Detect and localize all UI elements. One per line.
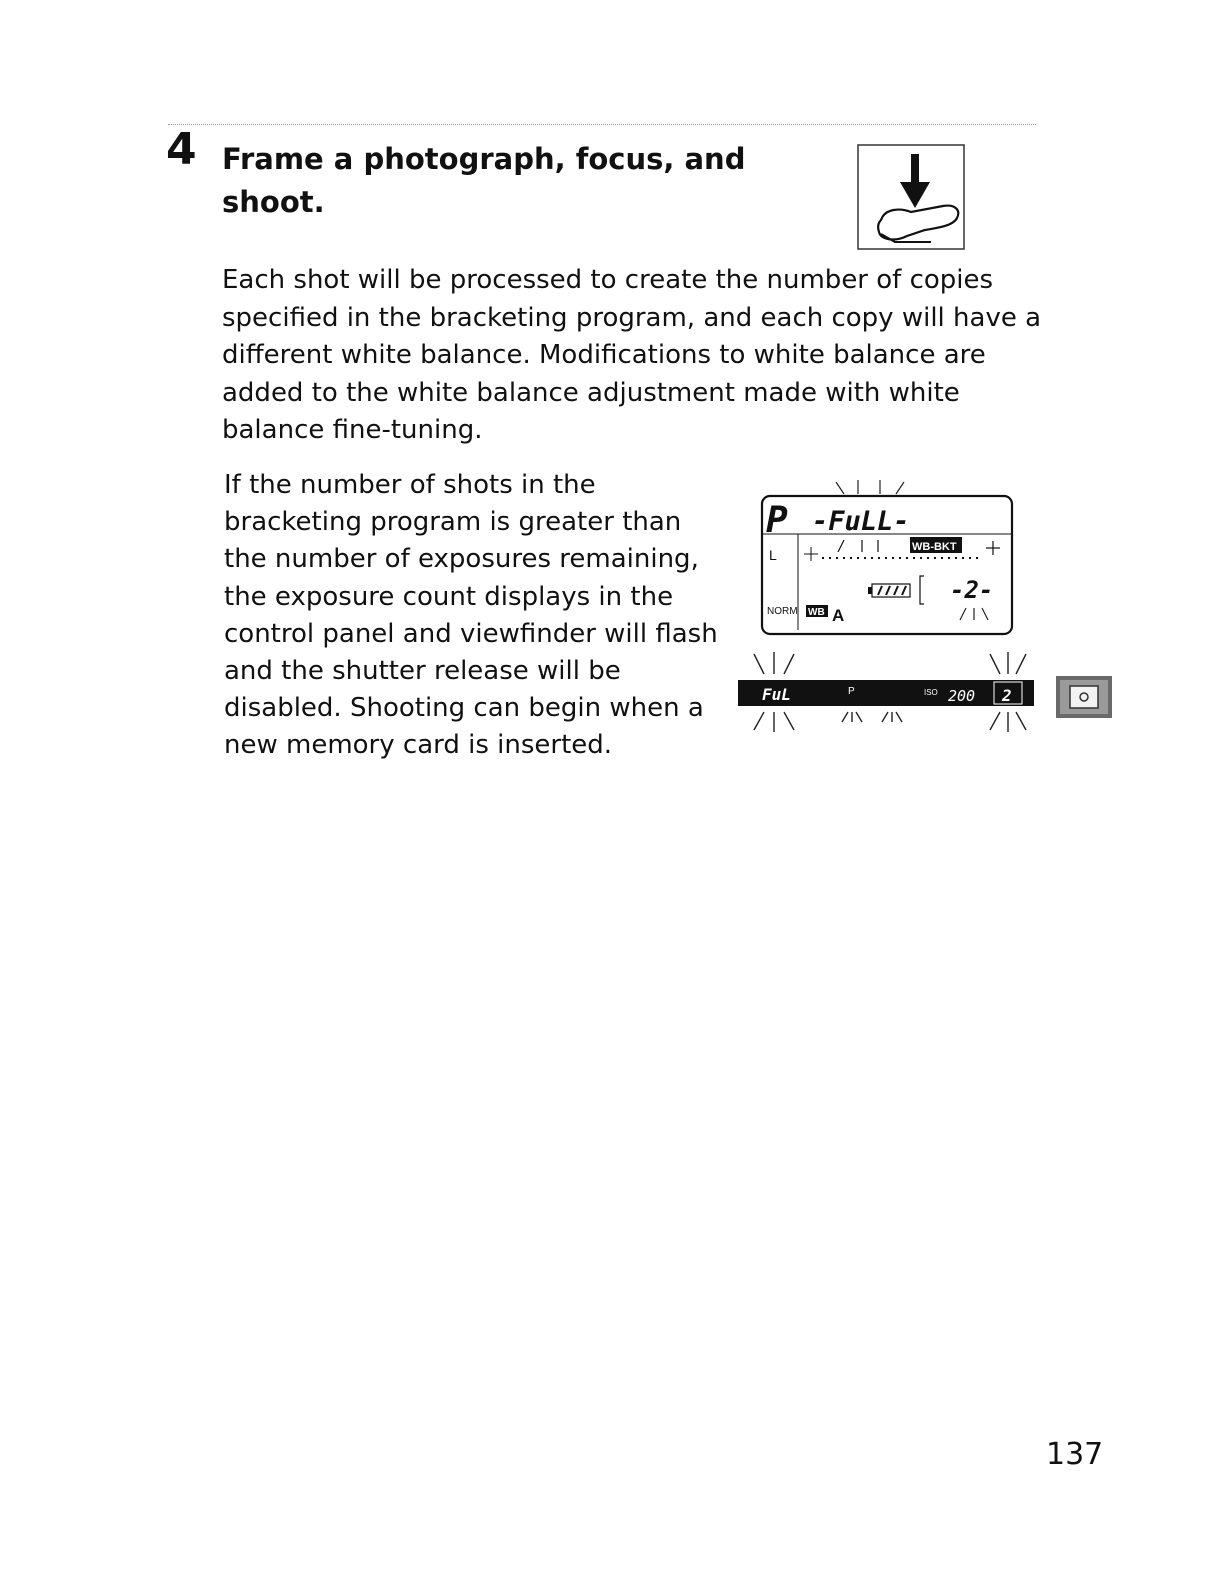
- shutter-press-icon: [857, 144, 965, 250]
- step-number: 4: [166, 124, 197, 175]
- control-panel-illustration: [760, 480, 1016, 640]
- paragraph-exposure-warning: If the number of shots in the bracketing program is greater than the number of exposures remaining, the exposure count displays in the control panel and viewfinder will flash and the shutter release will be disabled. Shooting can begin when a new memory card is inserted.: [224, 470, 718, 761]
- lcd-wb-mode: A: [832, 606, 845, 625]
- page-number: 137: [1046, 1437, 1104, 1472]
- lcd-quality: NORM: [767, 606, 798, 617]
- lcd-mode: P: [766, 500, 788, 541]
- vf-full-text: FuL: [762, 685, 791, 704]
- lcd-full-text: -FuLL-: [812, 506, 910, 537]
- vf-iso-value: 200: [948, 687, 976, 705]
- viewfinder-display-illustration: [736, 650, 1036, 734]
- lcd-exposure-count: -2-: [950, 576, 994, 604]
- top-rule: [168, 124, 1036, 125]
- vf-exposure-count: 2: [1002, 686, 1012, 705]
- step-title: Frame a photograph, focus, and shoot.: [222, 142, 746, 219]
- vf-mode: P: [848, 686, 855, 697]
- lcd-wb-badge: WB: [808, 607, 825, 618]
- paragraph-bracketing-copies: Each shot will be processed to create the number of copies specified in the bracketing program, and each copy will have a different white balance. Modifications to white balance are added to the white balance adjustment made with white balance fine-tuning.: [222, 265, 1042, 445]
- viewfinder-symbol-icon: [1056, 676, 1112, 718]
- vf-iso-label: ISO: [924, 688, 938, 697]
- lcd-image-size: L: [769, 547, 777, 563]
- lcd-bkt-badge: WB-BKT: [912, 541, 957, 553]
